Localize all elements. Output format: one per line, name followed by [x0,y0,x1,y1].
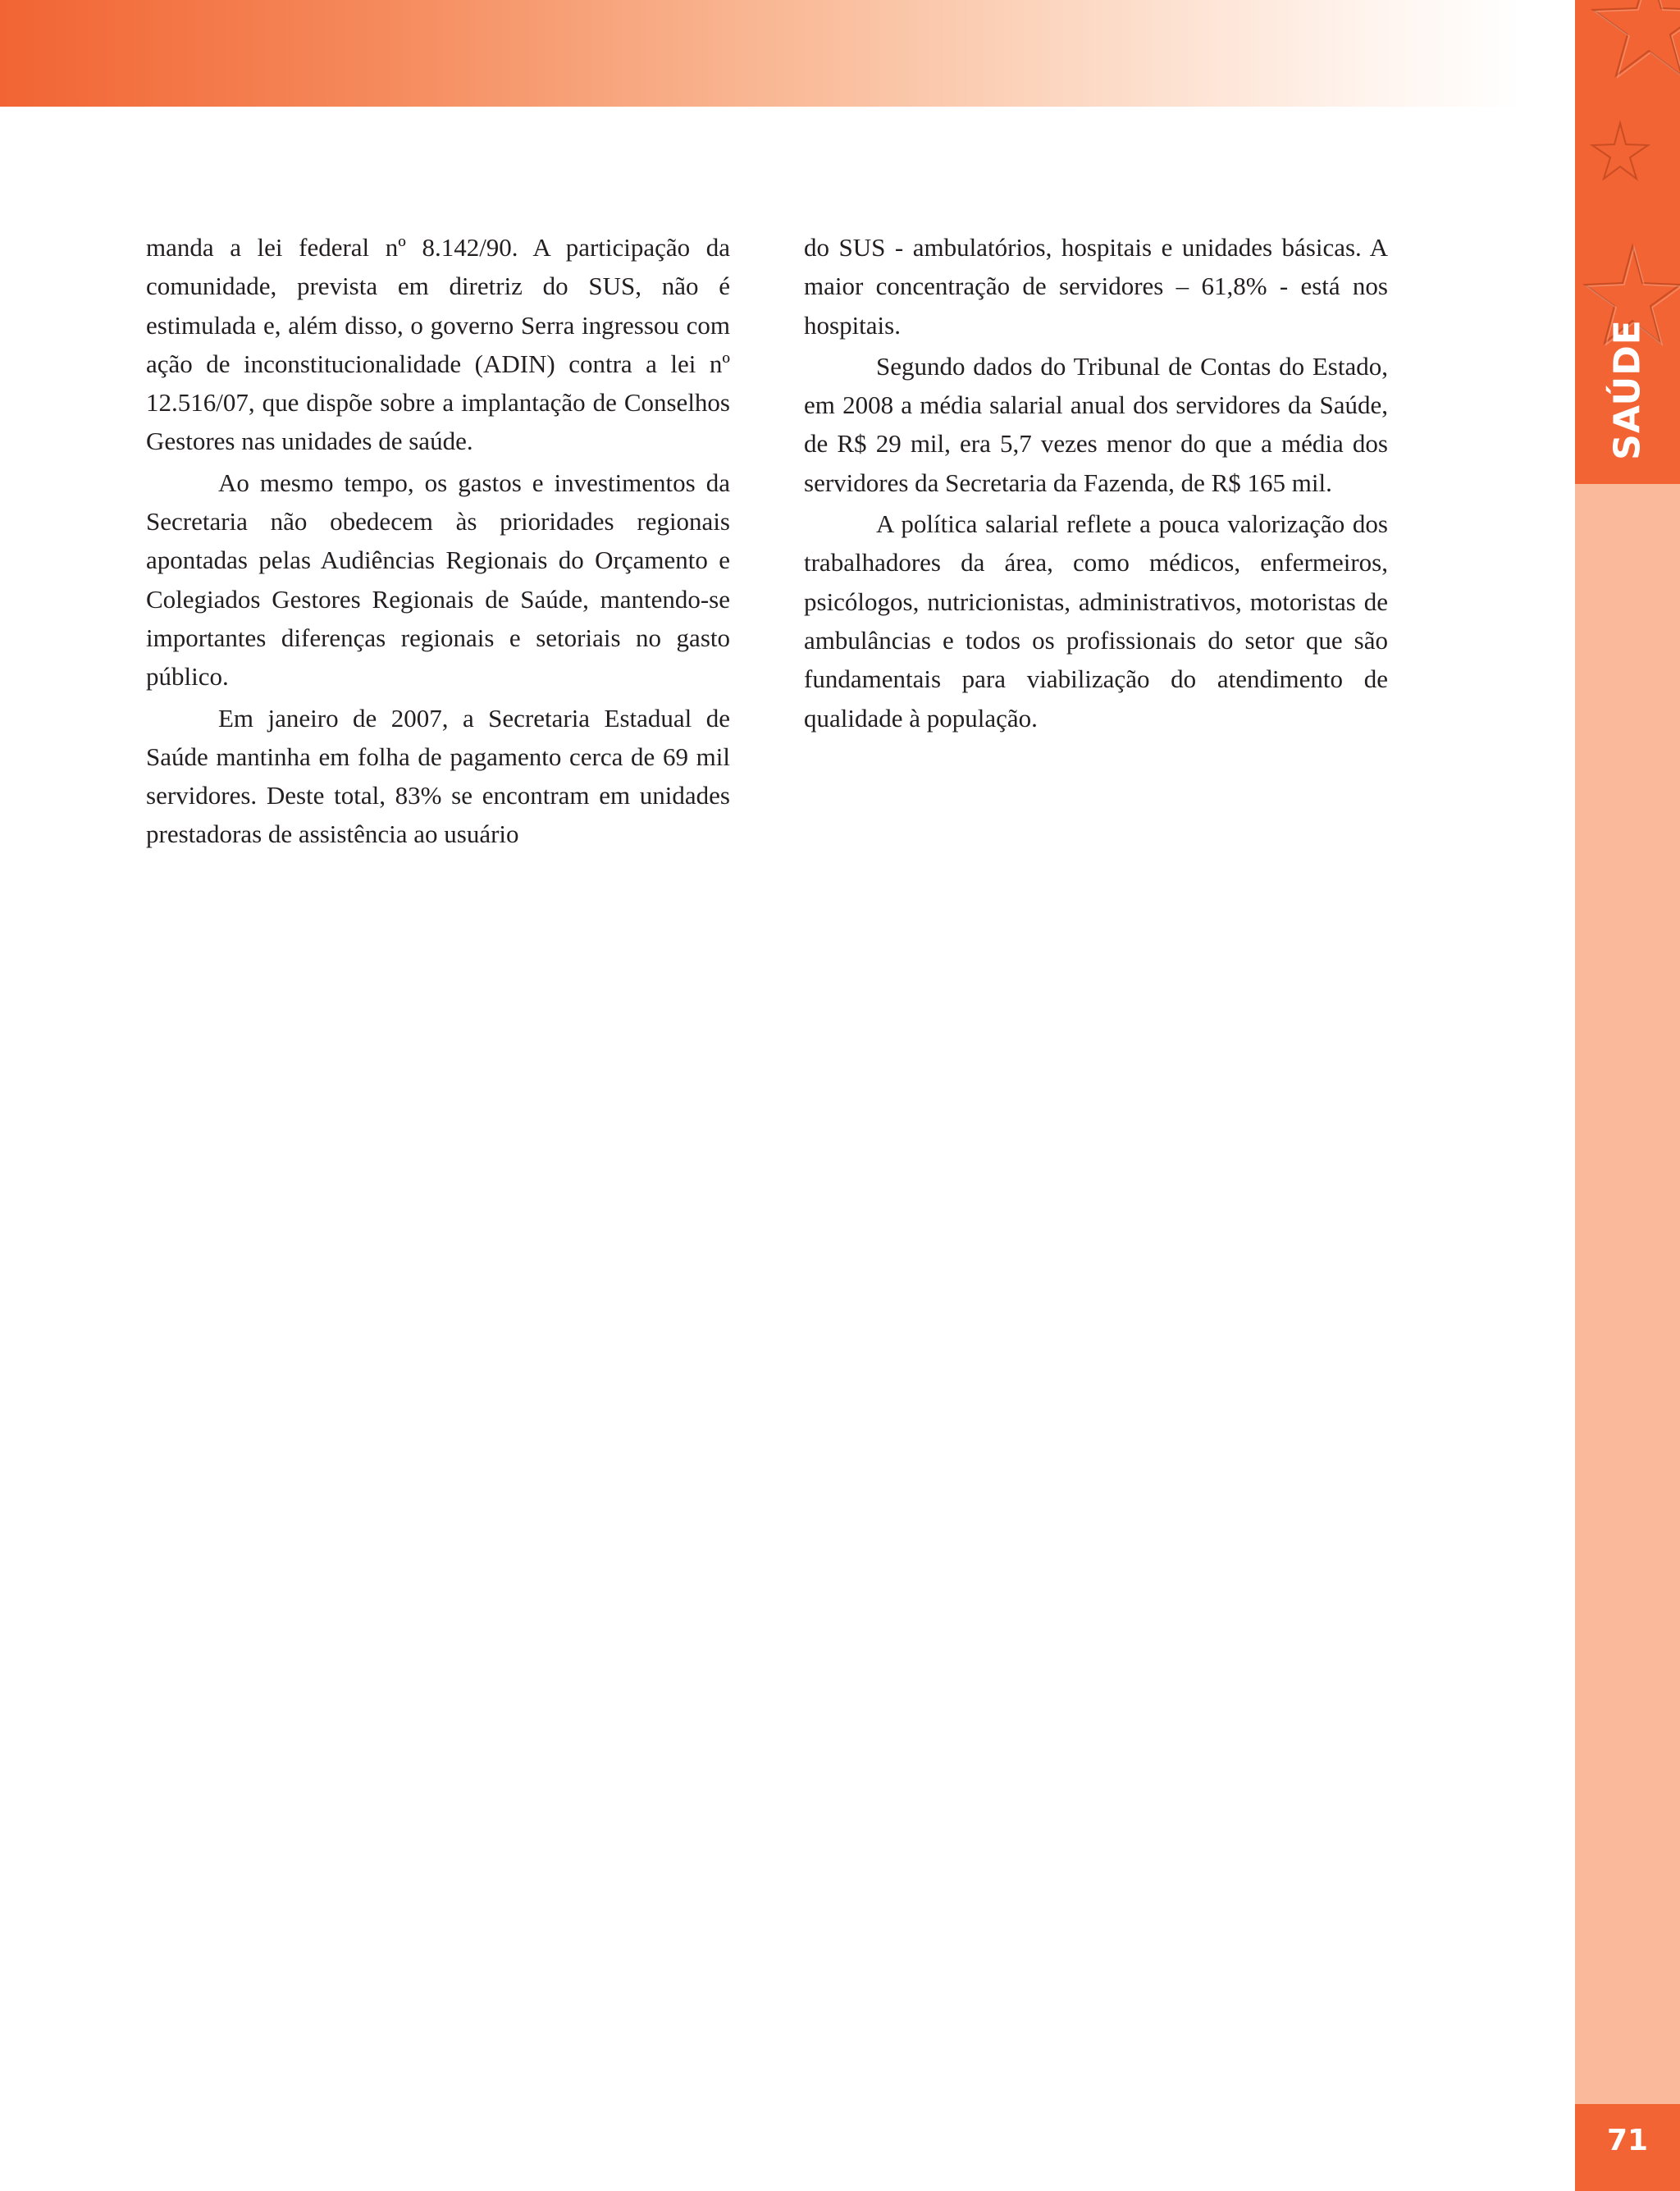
text-column-right [804,228,1388,740]
paragraph: A política salarial reflete a pouca valorização dos trabalhadores da área, como médicos, enfermeiros, psicólogos, nutricionistas, administrativos, motoristas de ambulâncias e todos os profissionais do setor que são fundamentais para viabilização do atendimento de qualidade à população. [804,509,1388,733]
page-number-box [1575,2104,1680,2191]
paragraph: Em janeiro de 2007, a Secretaria Estadual de Saúde mantinha em folha de pagamento cerca de 69 mil servidores. Deste total, 83% se encontram em unidades prestadoras de assistência ao usuário [146,703,730,849]
paragraph: Ao mesmo tempo, os gastos e investimentos da Secretaria não obedecem às prioridades regionais apontadas pelas Audiências Regionais do Orçamento e Colegiados Gestores Regionais de Saúde, mantendo-se importantes diferenças regionais e setoriais no gasto público. [146,468,730,692]
page-number: 71 [1606,2124,1649,2157]
header-gradient-band [0,0,1522,107]
paragraph: manda a lei federal nº 8.142/90. A participação da comunidade, prevista em diretriz do SUS, não é estimulada e, além disso, o governo Serra ingressou com ação de inconstitucionalidade (ADIN) contra a lei nº 12.516/07, que dispõe sobre a implantação de Conselhos Gestores nas unidades de saúde. [146,233,730,456]
section-label [1575,319,1680,484]
paragraph: Segundo dados do Tribunal de Contas do Estado, em 2008 a média salarial anual dos servidores da Saúde, de R$ 29 mil, era 5,7 vezes menor do que a média dos servidores da Secretaria da Fazenda, de R$ 165 mil. [804,351,1388,497]
text-column-left [146,228,730,856]
paragraph: do SUS - ambulatórios, hospitais e unidades básicas. A maior concentração de servidores – 61,8% - está nos hospitais. [804,233,1388,340]
section-label-text: SAÚDE [1606,319,1649,460]
